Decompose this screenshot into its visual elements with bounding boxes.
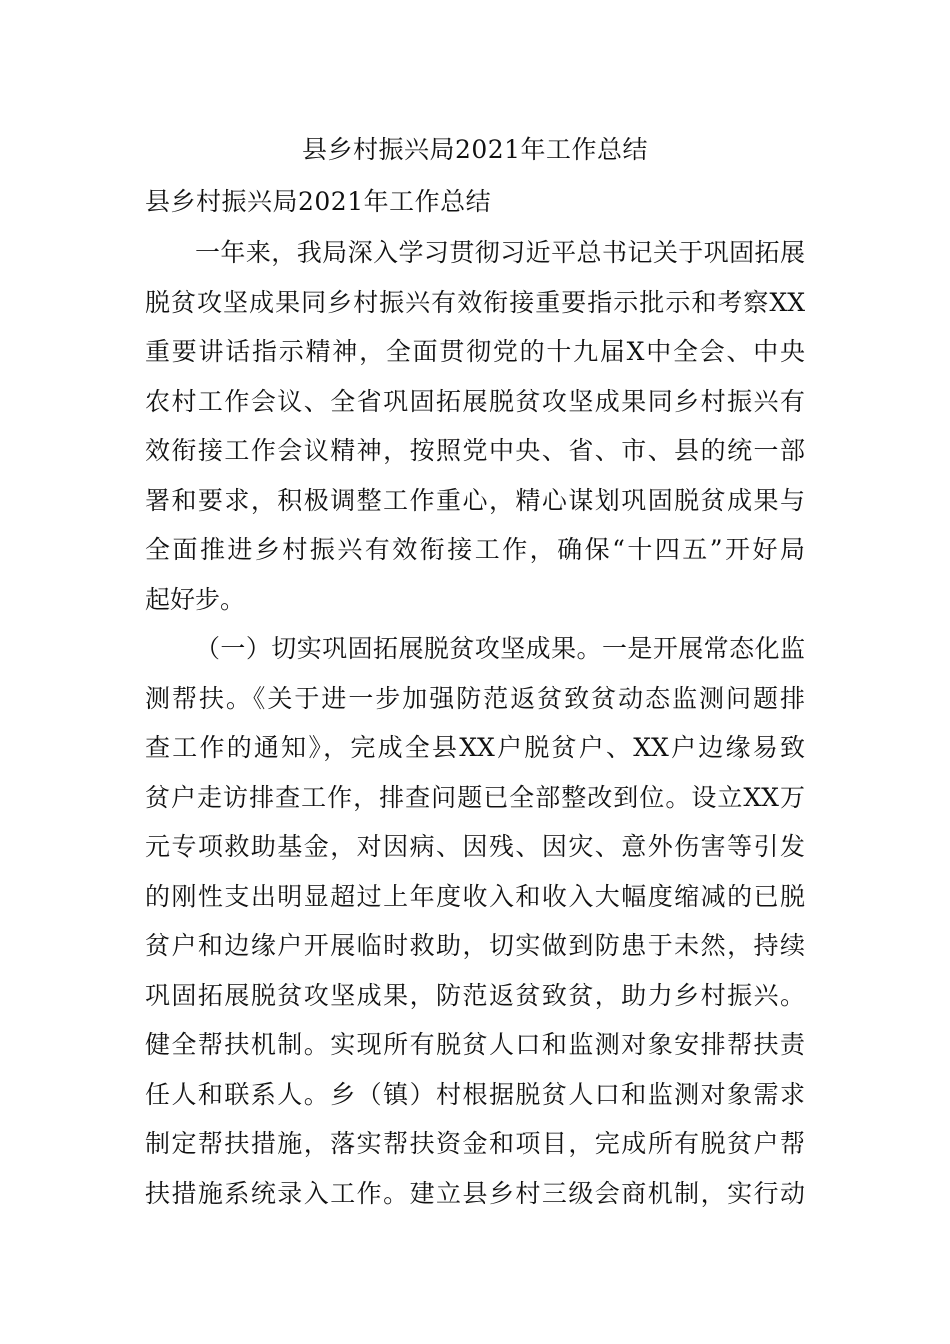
text-line: 健全帮扶机制。实现所有脱贫人口和监测对象安排帮扶责 [145,1030,805,1059]
text-line: 脱贫攻坚成果同乡村振兴有效衔接重要指示批示和考察XX [145,287,805,317]
text-line: 一年来，我局深入学习贯彻习近平总书记关于巩固拓展 [195,238,805,267]
text-line: 扶措施系统录入工作。建立县乡村三级会商机制，实行动 [145,1178,805,1208]
text-line: 测帮扶。《关于进一步加强防范返贫致贫动态监测问题排 [145,683,805,713]
text-line: 起好步。 [145,584,246,614]
text-line: （一）切实巩固拓展脱贫攻坚成果。一是开展常态化监 [195,634,805,663]
text-line: 贫户走访排查工作，排查问题已全部整改到位。设立XX万 [145,782,805,812]
document-subtitle: 县乡村振兴局2021年工作总结 [145,187,492,216]
text-line: 重要讲话指示精神，全面贯彻党的十九届X中全会、中央 [145,337,805,366]
document-body [145,228,805,1218]
text-line: 查工作的通知》，完成全县XX户脱贫户、XX户边缘易致 [145,733,805,762]
text-line: 制定帮扶措施，落实帮扶资金和项目，完成所有脱贫户帮 [145,1129,805,1158]
text-line: 巩固拓展脱贫攻坚成果，防范返贫致贫，助力乡村振兴。 [145,980,805,1010]
text-line: 任人和联系人。乡（镇）村根据脱贫人口和监测对象需求 [145,1079,805,1109]
paragraph-section-one [145,624,805,1218]
text-line: 的刚性支出明显超过上年度收入和收入大幅度缩减的已脱 [145,881,805,911]
text-line: 全面推进乡村振兴有效衔接工作，确保“十四五”开好局 [145,535,805,564]
text-line: 元专项救助基金，对因病、因残、因灾、意外伤害等引发 [145,832,805,861]
text-line: 效衔接工作会议精神，按照党中央、省、市、县的统一部 [145,436,805,465]
document-title: 县乡村振兴局2021年工作总结 [301,135,649,164]
text-line: 农村工作会议、全省巩固拓展脱贫攻坚成果同乡村振兴有 [145,386,805,416]
paragraph-intro [145,228,805,624]
text-line: 署和要求，积极调整工作重心，精心谋划巩固脱贫成果与 [145,485,805,515]
text-line: 贫户和边缘户开展临时救助，切实做到防患于未然，持续 [145,931,805,960]
